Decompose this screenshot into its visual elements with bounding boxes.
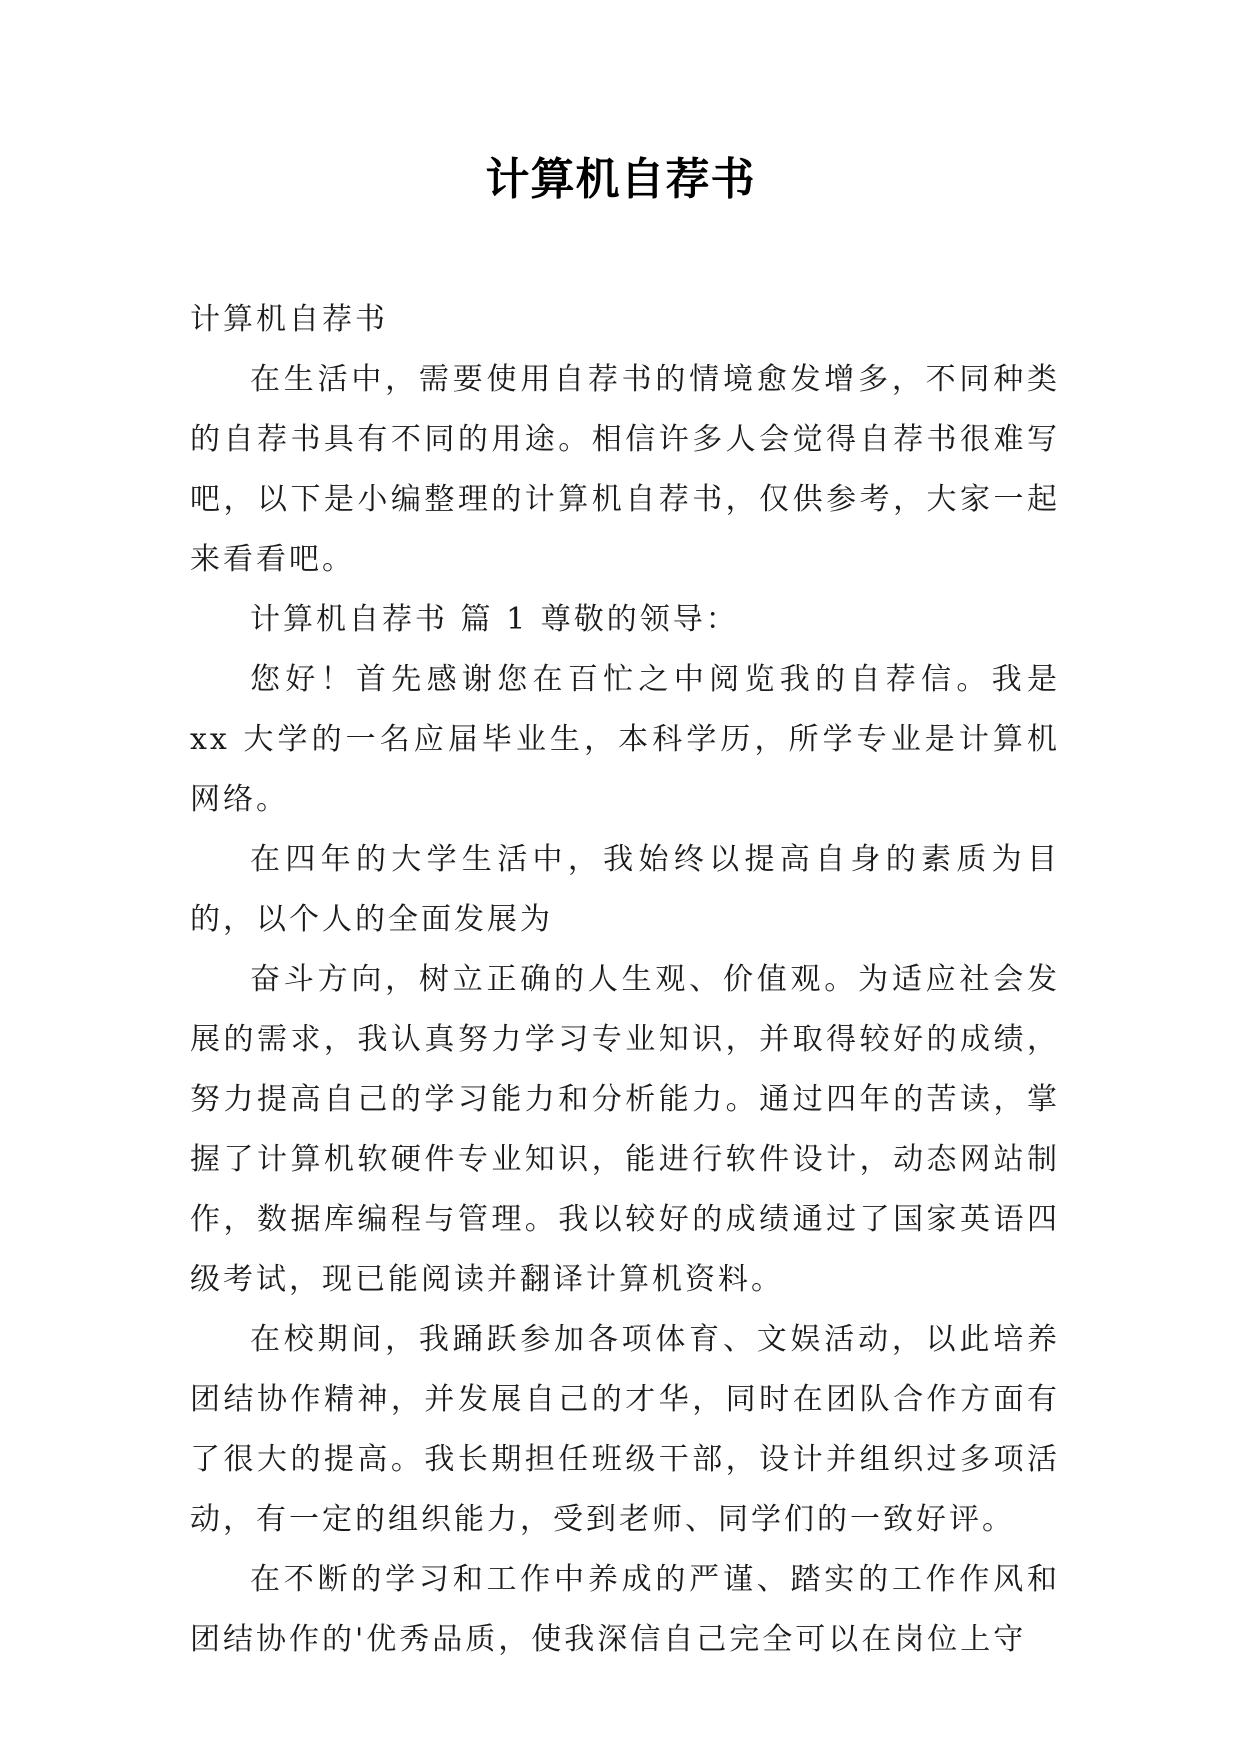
paragraph: 您好！首先感谢您在百忙之中阅览我的自荐信。我是 xx 大学的一名应届毕业生，本科学历，所学专业是计算机网络。: [190, 662, 1060, 817]
document-body: [190, 290, 1060, 1670]
paragraph: 计算机自荐书: [190, 302, 388, 337]
paragraph: 计算机自荐书 篇 1 尊敬的领导：: [250, 602, 739, 637]
document-title: 计算机自荐书: [485, 154, 756, 205]
paragraph: 在校期间，我踊跃参加各项体育、文娱活动，以此培养团结协作精神，并发展自己的才华，同时在团队合作方面有了很大的提高。我长期担任班级干部，设计并组织过多项活动，有一定的组织能力，受到老师、同学们的一致好评。: [190, 1322, 1060, 1537]
paragraph: 在不断的学习和工作中养成的严谨、踏实的工作作风和团结协作的'优秀品质，使我深信自己完全可以在岗位上守: [190, 1562, 1060, 1657]
paragraph: 在四年的大学生活中，我始终以提高自身的素质为目的，以个人的全面发展为: [190, 842, 1060, 937]
paragraph: 奋斗方向，树立正确的人生观、价值观。为适应社会发展的需求，我认真努力学习专业知识，并取得较好的成绩，努力提高自己的学习能力和分析能力。通过四年的苦读，掌握了计算机软硬件专业知识，能进行软件设计，动态网站制作，数据库编程与管理。我以较好的成绩通过了国家英语四级考试，现已能阅读并翻译计算机资料。: [190, 962, 1060, 1297]
paragraph: 在生活中，需要使用自荐书的情境愈发增多，不同种类的自荐书具有不同的用途。相信许多人会觉得自荐书很难写吧，以下是小编整理的计算机自荐书，仅供参考，大家一起来看看吧。: [190, 362, 1060, 577]
